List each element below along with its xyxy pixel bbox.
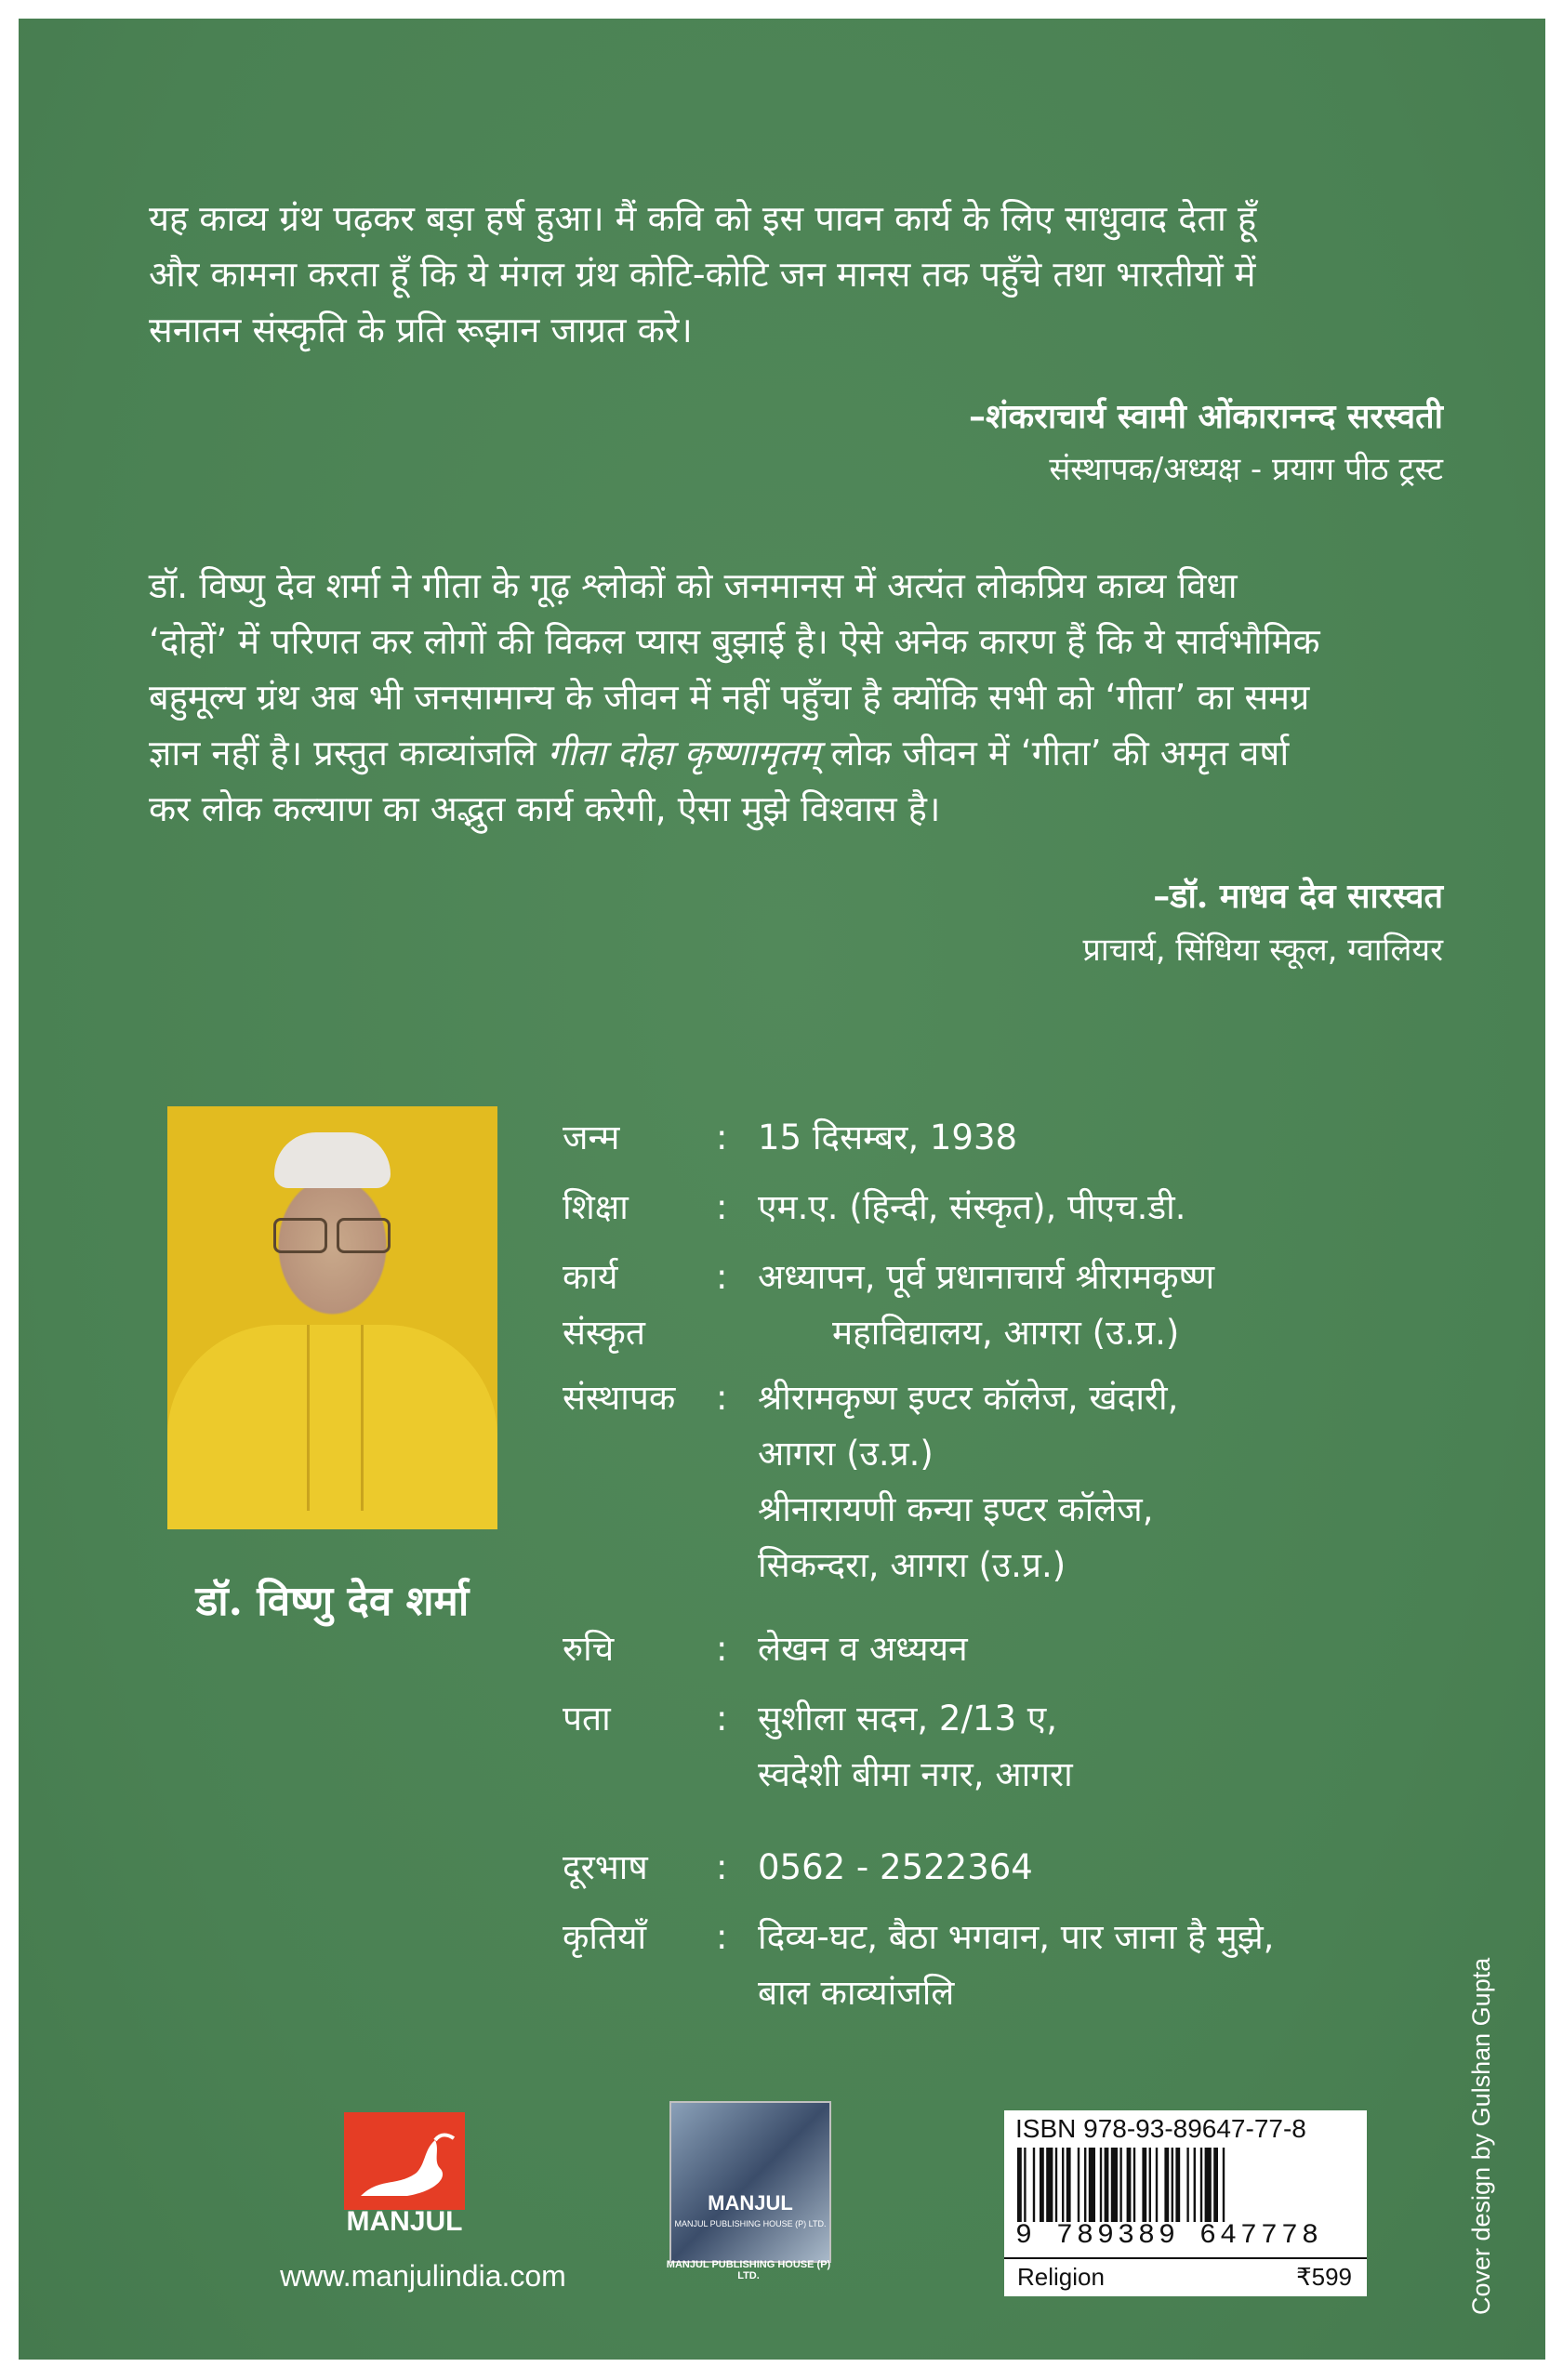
category-label: Religion [1017, 2263, 1105, 2291]
barcode-bar [1156, 2148, 1158, 2222]
bio-label: दूरभाष [563, 1847, 648, 1887]
quote-1-signature: –शंकराचार्य स्वामी ओंकारानन्द सरस्वती [969, 397, 1443, 436]
barcode-digits: 9 789389 647778 [1015, 2220, 1323, 2252]
barcode-bar [1142, 2148, 1146, 2222]
quote-2-role: प्राचार्य, सिंधिया स्कूल, ग्वालियर [1082, 932, 1443, 969]
barcode-bar [1200, 2148, 1202, 2222]
quote-1-line-2: और कामना करता हूँ कि ये मंगल ग्रंथ कोटि-कोटि जन मानस तक पहुँचे तथा भारतीयों में [149, 254, 1256, 295]
barcode-bar [1078, 2148, 1080, 2222]
barcode-bar [1111, 2148, 1118, 2222]
barcode-bar [1024, 2148, 1026, 2222]
bio-label: संस्कृत [563, 1313, 645, 1353]
bio-colon: : [716, 1117, 728, 1157]
barcode-bar [1172, 2148, 1173, 2222]
bio-value: श्रीनारायणी कन्या इण्टर कॉलेज, [758, 1489, 1154, 1529]
barcode-bar [1105, 2148, 1109, 2222]
author-name: डॉ. विष्णु देव शर्मा [195, 1578, 470, 1625]
bio-label: रुचि [563, 1629, 615, 1669]
publisher-url[interactable]: www.manjulindia.com [280, 2259, 566, 2293]
quote-1-line-3: सनातन संस्कृति के प्रति रूझान जाग्रत करे। [149, 310, 693, 350]
quote-2-line-1: डॉ. विष्णु देव शर्मा ने गीता के गूढ़ श्लोकों को जनमानस में अत्यंत लोकप्रिय काव्य विधा [149, 565, 1238, 606]
divider [1004, 2257, 1367, 2259]
barcode-bar [1017, 2148, 1022, 2222]
bio-label: पता [563, 1699, 611, 1739]
quote-2-signature: –डॉ. माधव देव सारस्वत [1153, 877, 1443, 916]
bio-colon: : [716, 1917, 728, 1957]
quote-2-line-5: कर लोक कल्याण का अद्भुत कार्य करेगी, ऐसा मुझे विश्वास है। [149, 788, 941, 829]
barcode-bar [1164, 2148, 1169, 2222]
barcode-bar [1033, 2148, 1035, 2222]
hologram-title: MANJUL [708, 2191, 793, 2215]
barcode-bar [1149, 2148, 1151, 2222]
book-title: गीता दोहा कृष्णामृतम् [547, 733, 820, 774]
barcode-bar [1133, 2148, 1135, 2222]
barcode-bar [1089, 2148, 1095, 2222]
bio-value: बाल काव्यांजलि [758, 1973, 955, 2013]
bio-colon: : [716, 1699, 728, 1739]
barcode-icon [1015, 2148, 1356, 2222]
isbn-box [1004, 2110, 1367, 2296]
bio-value: दिव्य-घट, बैठा भगवान, पार जाना है मुझे, [758, 1917, 1275, 1957]
barcode-bar [1046, 2148, 1053, 2222]
barcode-bar [1186, 2148, 1188, 2222]
barcode-bar [1194, 2148, 1196, 2222]
barcode-bar [1223, 2148, 1225, 2222]
barcode-bar [1084, 2148, 1086, 2222]
author-photo [167, 1106, 497, 1529]
bio-value: श्रीरामकृष्ण इण्टर कॉलेज, खंदारी, [758, 1378, 1179, 1418]
barcode-bar [1066, 2148, 1071, 2222]
barcode-bar [1119, 2148, 1121, 2222]
hologram-seal [669, 2101, 831, 2263]
barcode-bar [1040, 2148, 1044, 2222]
bio-colon: : [716, 1257, 728, 1297]
bio-colon: : [716, 1847, 728, 1887]
bio-value: लेखन व अध्ययन [758, 1629, 968, 1669]
quote-2-line-3: बहुमूल्य ग्रंथ अब भी जनसामान्य के जीवन में नहीं पहुँचा है क्योंकि सभी को ‘गीता’ का समग्र [149, 677, 1310, 718]
manjul-logo-icon [344, 2112, 465, 2210]
cover-credit: Cover design by Gulshan Gupta [1467, 1957, 1495, 2315]
bio-label: संस्थापक [563, 1378, 676, 1418]
isbn-number: ISBN 978-93-89647-77-8 [1015, 2114, 1306, 2143]
quote-2-line-4a: ज्ञान नहीं है। प्रस्तुत काव्यांजलि [149, 733, 536, 774]
bio-colon: : [716, 1629, 728, 1669]
barcode-bar [1205, 2148, 1212, 2222]
bio-label: शिक्षा [563, 1187, 629, 1227]
barcode-bar [1213, 2148, 1218, 2222]
swan-icon [351, 2122, 463, 2210]
bio-value: अध्यापन, पूर्व प्रधानाचार्य श्रीरामकृष्ण [758, 1257, 1215, 1297]
publisher-name: MANJUL [346, 2206, 463, 2237]
quote-2-line-4 [149, 725, 1458, 781]
bio-value: 0562 - 2522364 [758, 1847, 1033, 1887]
barcode-bar [1055, 2148, 1057, 2222]
barcode-bar [1062, 2148, 1064, 2222]
bio-value: आगरा (उ.प्र.) [758, 1434, 934, 1474]
quote-1-line-1: यह काव्य ग्रंथ पढ़कर बड़ा हर्ष हुआ। मैं कवि को इस पावन कार्य के लिए साधुवाद देता हूँ [149, 198, 1257, 239]
bio-value: स्वदेशी बीमा नगर, आगरा [758, 1754, 1073, 1794]
back-cover [19, 19, 1545, 2360]
bio-value: एम.ए. (हिन्दी, संस्कृत), पीएच.डी. [758, 1187, 1186, 1227]
photo-glasses [272, 1218, 392, 1250]
quote-2-line-2: ‘दोहों’ में परिणत कर लोगों की विकल प्यास बुझाई है। ऐसे अनेक कारण हैं कि ये सार्वभौमिक [149, 621, 1320, 662]
quote-2-line-4b: लोक जीवन में ‘गीता’ की अमृत वर्षा [830, 733, 1290, 774]
bio-value: 15 दिसम्बर, 1938 [758, 1117, 1018, 1157]
bio-label: जन्म [563, 1117, 620, 1157]
barcode-bar [1127, 2148, 1132, 2222]
bio-colon: : [716, 1378, 728, 1418]
bio-value: सुशीला सदन, 2/13 ए, [758, 1699, 1057, 1739]
barcode-bar [1100, 2148, 1102, 2222]
price-label: ₹599 [1296, 2263, 1352, 2291]
hologram-caption: MANJUL PUBLISHING HOUSE (P) LTD. [666, 2259, 831, 2281]
bio-colon: : [716, 1187, 728, 1227]
photo-collar [307, 1325, 364, 1511]
bio-label: कृतियाँ [563, 1917, 647, 1957]
bio-label: कार्य [563, 1257, 618, 1297]
barcode-bar [1175, 2148, 1180, 2222]
bio-value: महाविद्यालय, आगरा (उ.प्र.) [832, 1313, 1180, 1353]
photo-hair [274, 1132, 391, 1188]
quote-1-role: संस्थापक/अध्यक्ष - प्रयाग पीठ ट्रस्ट [1049, 451, 1443, 488]
hologram-small-text: MANJUL PUBLISHING HOUSE (P) LTD. [674, 2219, 827, 2228]
bio-value: सिकन्दरा, आगरा (उ.प्र.) [758, 1545, 1066, 1585]
